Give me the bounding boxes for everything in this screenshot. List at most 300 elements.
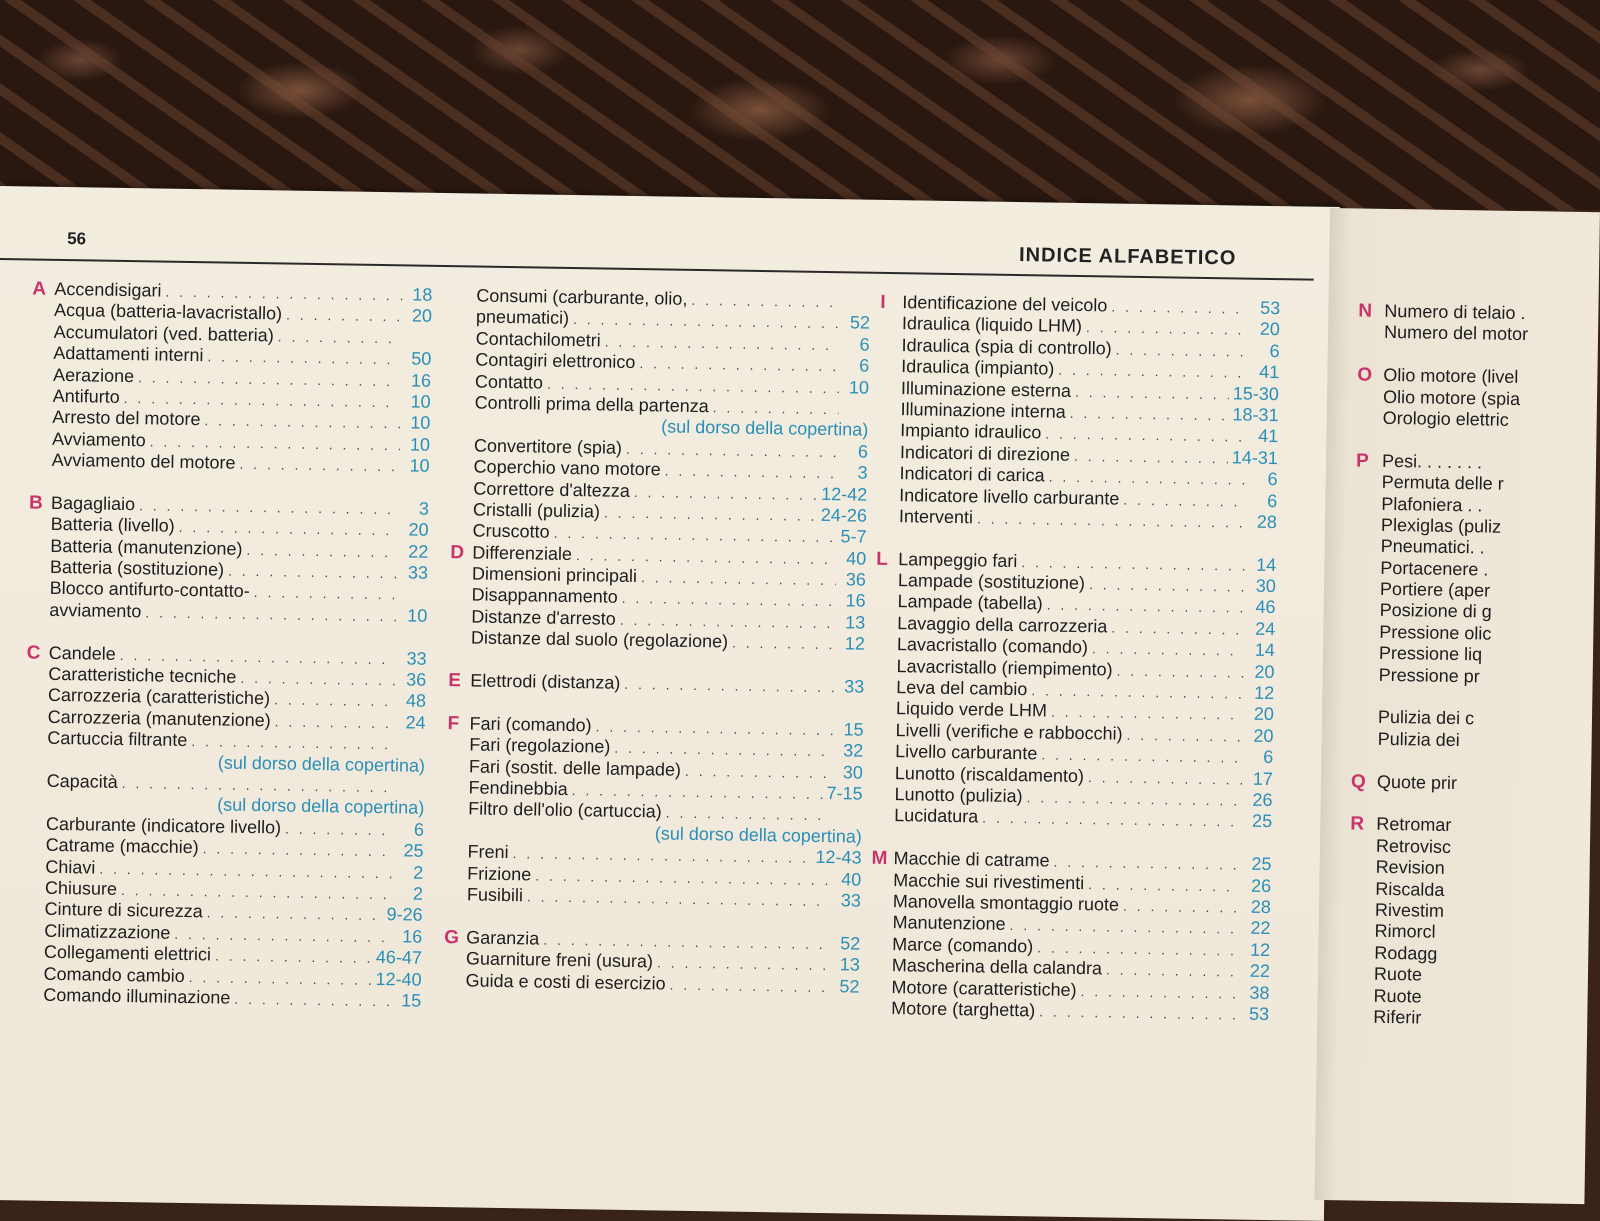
entry-label: Carburante (indicatore livello) bbox=[46, 814, 281, 839]
entry-page-ref: 6 bbox=[843, 355, 869, 376]
entry-label: Motore (caratteristiche) bbox=[891, 977, 1076, 1001]
section-letter: F bbox=[447, 713, 469, 735]
entry-label: Rimorcl bbox=[1374, 921, 1435, 943]
entry-label: Pressione olic bbox=[1379, 622, 1491, 645]
dot-leader bbox=[1089, 576, 1246, 594]
entry-page-ref: 48 bbox=[400, 691, 426, 712]
dot-leader bbox=[634, 484, 818, 503]
entry-label: Accumulatori (ved. batteria) bbox=[54, 322, 274, 346]
dot-leader bbox=[977, 510, 1247, 530]
entry-label: Fari (comando) bbox=[469, 713, 591, 736]
dot-leader bbox=[685, 762, 833, 780]
dot-leader bbox=[1049, 469, 1248, 488]
entry-page-ref: 46 bbox=[1249, 597, 1275, 618]
section-letter: B bbox=[29, 492, 51, 514]
dot-leader bbox=[657, 955, 830, 974]
entry-label: Numero del motor bbox=[1384, 322, 1528, 345]
entry-label: Cruscotto bbox=[472, 521, 549, 543]
dot-leader bbox=[204, 413, 400, 432]
entry-label: Chiavi bbox=[45, 856, 95, 878]
index-entry bbox=[1348, 921, 1518, 945]
spacer bbox=[1351, 750, 1521, 774]
section-letter: Q bbox=[1351, 771, 1377, 793]
entry-page-ref: 3 bbox=[403, 498, 429, 519]
entry-page-ref: 15 bbox=[837, 719, 863, 740]
page-title: INDICE ALFABETICO bbox=[1019, 244, 1237, 270]
section-letter: A bbox=[32, 279, 54, 301]
entry-label: Batteria (sostituzione) bbox=[50, 557, 224, 581]
entry-page-ref: 3 bbox=[841, 462, 867, 483]
entry-label: Carrozzeria (manutenzione) bbox=[47, 707, 270, 732]
index-entry bbox=[1348, 942, 1518, 966]
entry-page-ref: 30 bbox=[1250, 576, 1276, 597]
entry-page-ref: 2 bbox=[397, 862, 423, 883]
entry-page-ref: 32 bbox=[837, 740, 863, 761]
entry-page-ref: 13 bbox=[834, 954, 860, 975]
entry-label: Lampade (sostituzione) bbox=[898, 570, 1085, 594]
spacer bbox=[1352, 685, 1522, 709]
entry-page-ref: 25 bbox=[1245, 854, 1271, 875]
index-entry bbox=[1347, 985, 1517, 1009]
entry-label: Differenziale bbox=[472, 542, 572, 565]
index-entry bbox=[1357, 407, 1527, 431]
dot-leader bbox=[189, 969, 372, 988]
entry-label: Manovella smontaggio ruote bbox=[893, 891, 1119, 916]
dot-leader bbox=[1088, 876, 1241, 894]
left-page bbox=[0, 186, 1340, 1221]
section-letter: C bbox=[26, 642, 48, 664]
dot-leader bbox=[1058, 362, 1249, 381]
dot-leader bbox=[732, 635, 835, 653]
entry-label: Riscalda bbox=[1375, 878, 1444, 900]
dot-leader bbox=[240, 670, 396, 688]
section-letter: G bbox=[444, 927, 466, 949]
entry-page-ref: 7-15 bbox=[826, 783, 862, 805]
entry-page-ref: 30 bbox=[837, 762, 863, 783]
entry-page-ref: 6 bbox=[843, 334, 869, 355]
entry-page-ref: 38 bbox=[1243, 982, 1269, 1003]
index-entry bbox=[1355, 493, 1525, 517]
entry-label: Interventi bbox=[899, 506, 973, 528]
entry-label: Impianto idraulico bbox=[900, 421, 1041, 444]
dot-leader bbox=[982, 810, 1242, 830]
entry-page-ref: 6 bbox=[1253, 340, 1279, 361]
cover-note: (sul dorso della copertina) bbox=[446, 820, 862, 848]
dot-leader bbox=[207, 348, 401, 367]
entry-page-ref: 22 bbox=[1244, 918, 1270, 939]
section-letter: L bbox=[876, 548, 898, 570]
entry-label: Illuminazione interna bbox=[900, 399, 1065, 423]
entry-label: Capacità bbox=[46, 771, 117, 793]
dot-leader bbox=[596, 718, 834, 738]
entry-label: Lavacristallo (comando) bbox=[897, 634, 1088, 658]
entry-page-ref: 24 bbox=[1249, 619, 1275, 640]
entry-label: Contagiri elettronico bbox=[475, 350, 635, 374]
dot-leader bbox=[254, 585, 398, 603]
entry-label: Posizione di g bbox=[1380, 600, 1492, 623]
index-entry bbox=[1348, 963, 1518, 987]
entry-label: Retromar bbox=[1376, 814, 1451, 836]
dot-leader bbox=[1039, 1003, 1239, 1022]
entry-page-ref: 46-47 bbox=[376, 947, 422, 969]
index-entry bbox=[1356, 472, 1526, 496]
index-entry bbox=[1357, 365, 1527, 389]
cover-note: (sul dorso della copertina) bbox=[25, 749, 425, 777]
entry-page-ref: 36 bbox=[400, 669, 426, 690]
entry-label: avviamento bbox=[49, 600, 141, 622]
entry-label: Pesi. . . . . . . bbox=[1382, 451, 1482, 474]
dot-leader bbox=[1111, 619, 1245, 637]
dot-leader bbox=[239, 456, 399, 475]
entry-label: Batteria (manutenzione) bbox=[50, 536, 242, 560]
section-letter: P bbox=[1356, 450, 1382, 472]
entry-page-ref: 41 bbox=[1253, 362, 1279, 383]
entry-page-ref: 52 bbox=[844, 313, 870, 334]
entry-label: Retrovisc bbox=[1376, 836, 1451, 858]
dot-leader bbox=[120, 647, 397, 667]
entry-page-ref: 6 bbox=[1251, 490, 1277, 511]
entry-page-ref: 28 bbox=[1245, 897, 1271, 918]
entry-page-ref: 20 bbox=[1248, 704, 1274, 725]
dot-leader bbox=[121, 882, 393, 902]
index-entry bbox=[1354, 600, 1524, 624]
entry-page-ref: 14 bbox=[1250, 554, 1276, 575]
entry-label: Portiere (aper bbox=[1380, 579, 1490, 602]
entry-page-ref: 10 bbox=[404, 391, 430, 412]
entry-label: Dimensioni principali bbox=[472, 564, 637, 588]
entry-label: Distanze d'arresto bbox=[471, 606, 616, 629]
entry-label: Indicatori di carica bbox=[899, 463, 1044, 486]
entry-label: Indicatore livello carburante bbox=[899, 485, 1119, 509]
entry-label: Convertitore (spia) bbox=[474, 435, 622, 458]
dot-leader bbox=[1092, 640, 1245, 658]
entry-label: Consumi (carburante, olio, bbox=[476, 285, 687, 309]
entry-label: Collegamenti elettrici bbox=[44, 942, 211, 966]
dot-leader bbox=[547, 375, 839, 396]
dot-leader bbox=[191, 733, 395, 752]
index-entry bbox=[1349, 878, 1519, 902]
dot-leader bbox=[1080, 983, 1239, 1001]
dot-leader bbox=[138, 369, 401, 389]
entry-page-ref: 28 bbox=[1251, 512, 1277, 533]
entry-label: Avviamento del motore bbox=[52, 450, 236, 474]
entry-page-ref: 33 bbox=[838, 676, 864, 697]
entry-label: Candele bbox=[49, 642, 116, 664]
entry-label: Ruote bbox=[1373, 985, 1421, 1007]
section-letter: R bbox=[1350, 814, 1376, 836]
section-letter: O bbox=[1357, 365, 1383, 387]
entry-page-ref: 20 bbox=[402, 520, 428, 541]
entry-label: Fusibili bbox=[467, 884, 523, 906]
entry-label: Ruote bbox=[1374, 964, 1422, 986]
dot-leader bbox=[713, 399, 839, 417]
dot-leader bbox=[1126, 727, 1243, 745]
section-letter: M bbox=[871, 848, 893, 870]
dot-leader bbox=[527, 888, 831, 909]
entry-label: Filtro dell'olio (cartuccia) bbox=[468, 799, 662, 823]
entry-label: Fendinebbia bbox=[468, 777, 567, 800]
entry-label: Plafoniera . . bbox=[1381, 493, 1482, 516]
entry-label: Garanzia bbox=[466, 927, 539, 949]
entry-page-ref: 13 bbox=[839, 612, 865, 633]
index-entry bbox=[1354, 557, 1524, 581]
dot-leader bbox=[1116, 341, 1250, 359]
dot-leader bbox=[122, 775, 395, 795]
entry-label: Leva del cambio bbox=[896, 677, 1027, 700]
entry-label: Batteria (livello) bbox=[51, 514, 175, 537]
entry-page-ref: 36 bbox=[840, 569, 866, 590]
entry-page-ref: 15 bbox=[395, 990, 421, 1011]
section-letter: N bbox=[1358, 300, 1384, 322]
dot-leader bbox=[285, 820, 394, 838]
entry-label: Lucidatura bbox=[894, 805, 978, 827]
cover-note: (sul dorso della copertina) bbox=[24, 792, 424, 820]
dot-leader bbox=[1037, 939, 1240, 958]
entry-label: Liquido verde LHM bbox=[896, 699, 1047, 722]
dot-leader bbox=[139, 497, 399, 517]
dot-leader bbox=[1116, 662, 1244, 680]
dot-leader bbox=[1045, 426, 1248, 445]
entry-page-ref: 22 bbox=[402, 541, 428, 562]
entry-label: Distanze dal suolo (regolazione) bbox=[471, 628, 728, 653]
entry-page-ref: 18-31 bbox=[1232, 404, 1278, 426]
entry-page-ref: 33 bbox=[400, 648, 426, 669]
dot-leader bbox=[228, 563, 398, 582]
page-number: 56 bbox=[67, 229, 86, 249]
tooled-leather-background bbox=[0, 0, 1600, 210]
dot-leader bbox=[554, 525, 837, 545]
entry-label: Manutenzione bbox=[892, 912, 1005, 935]
dot-leader bbox=[1123, 898, 1241, 916]
index-entry bbox=[1349, 857, 1519, 881]
entry-label: Acqua (batteria-lavacristallo) bbox=[54, 300, 282, 325]
entry-page-ref: 22 bbox=[1244, 961, 1270, 982]
dot-leader bbox=[572, 782, 823, 802]
entry-page-ref: 6 bbox=[398, 819, 424, 840]
entry-page-ref: 52 bbox=[834, 933, 860, 954]
index-entry bbox=[1353, 664, 1523, 688]
entry-page-ref: 20 bbox=[1247, 725, 1273, 746]
entry-label: Blocco antifurto-contatto- bbox=[50, 578, 250, 602]
entry-label: Pneumatici. . bbox=[1381, 536, 1485, 559]
dot-leader bbox=[246, 542, 398, 560]
entry-label: Frizione bbox=[467, 863, 531, 885]
entry-page-ref: 6 bbox=[842, 441, 868, 462]
spacer bbox=[1358, 343, 1528, 367]
entry-label: Aerazione bbox=[53, 364, 134, 386]
entry-page-ref: 16 bbox=[396, 926, 422, 947]
entry-page-ref: 24-26 bbox=[821, 505, 867, 527]
entry-label: Olio motore (livel bbox=[1383, 365, 1518, 388]
index-entry bbox=[1354, 579, 1524, 603]
index-entry bbox=[1349, 899, 1519, 923]
entry-label: Lavacristallo (riempimento) bbox=[896, 656, 1112, 680]
entry-label: Plexiglas (puliz bbox=[1381, 515, 1501, 538]
entry-label: Arresto del motore bbox=[52, 407, 200, 430]
entry-label: Correttore d'altezza bbox=[473, 478, 630, 501]
entry-page-ref: 25 bbox=[1246, 811, 1272, 832]
section-letter: I bbox=[880, 292, 902, 314]
entry-label: Controlli prima della partenza bbox=[474, 392, 708, 417]
entry-label: Indicatori di direzione bbox=[900, 442, 1070, 466]
entry-label: Cinture di sicurezza bbox=[44, 899, 202, 922]
dot-leader bbox=[624, 676, 834, 695]
dot-leader bbox=[1088, 769, 1243, 787]
dot-leader bbox=[1041, 747, 1243, 766]
dot-leader bbox=[1074, 448, 1228, 466]
entry-label: Climatizzazione bbox=[44, 921, 170, 944]
entry-label: Fari (sostit. delle lampade) bbox=[469, 756, 681, 780]
dot-leader bbox=[639, 355, 839, 374]
entry-page-ref: 10 bbox=[401, 605, 427, 626]
entry-label: Pressione liq bbox=[1379, 643, 1482, 666]
entry-label: Permuta delle r bbox=[1382, 472, 1504, 495]
dot-leader bbox=[573, 311, 840, 331]
entry-label: Elettrodi (distanza) bbox=[470, 670, 620, 693]
entry-page-ref: 50 bbox=[405, 349, 431, 370]
dot-leader bbox=[691, 292, 840, 310]
entry-page-ref: 12 bbox=[1244, 939, 1270, 960]
dot-leader bbox=[641, 569, 836, 588]
entry-label: Antifurto bbox=[53, 386, 120, 408]
dot-leader bbox=[99, 860, 393, 881]
entry-page-ref: 5-7 bbox=[840, 527, 866, 548]
index-entry bbox=[1352, 707, 1522, 731]
entry-label: pneumatici) bbox=[476, 307, 569, 329]
entry-label: Livelli (verifiche e rabbocchi) bbox=[895, 720, 1122, 745]
entry-page-ref: 10 bbox=[404, 413, 430, 434]
dot-leader bbox=[605, 333, 840, 353]
index-entry bbox=[1356, 450, 1526, 474]
entry-label: Lunotto (riscaldamento) bbox=[895, 763, 1084, 787]
entry-page-ref: 33 bbox=[402, 562, 428, 583]
entry-label: Contachilometri bbox=[475, 328, 600, 351]
entry-page-ref: 20 bbox=[406, 306, 432, 327]
dot-leader bbox=[622, 590, 836, 609]
entry-page-ref: 16 bbox=[839, 591, 865, 612]
index-entry bbox=[1353, 643, 1523, 667]
entry-label: Comando cambio bbox=[43, 963, 184, 986]
entry-label: Riferir bbox=[1373, 1007, 1421, 1029]
entry-page-ref: 14-31 bbox=[1232, 447, 1278, 469]
entry-label: Carrozzeria (caratteristiche) bbox=[48, 685, 270, 709]
entry-label: Freni bbox=[467, 842, 508, 864]
entry-page-ref: 12-42 bbox=[821, 483, 867, 505]
entry-page-ref: 10 bbox=[404, 434, 430, 455]
dot-leader bbox=[1053, 854, 1241, 873]
entry-page-ref: 25 bbox=[397, 840, 423, 861]
entry-label: Identificazione del veicolo bbox=[902, 292, 1107, 316]
dot-leader bbox=[1051, 704, 1244, 723]
entry-label: Bagagliaio bbox=[51, 493, 135, 515]
entry-page-ref: 14 bbox=[1249, 640, 1275, 661]
entry-page-ref: 33 bbox=[835, 890, 861, 911]
entry-label: Olio motore (spia bbox=[1383, 386, 1520, 409]
entry-label: Idraulica (liquido LHM) bbox=[902, 314, 1082, 338]
entry-label: Macchie di catrame bbox=[893, 848, 1049, 871]
entry-label: Fari (regolazione) bbox=[469, 735, 610, 758]
entry-page-ref: 26 bbox=[1246, 790, 1272, 811]
dot-leader bbox=[1070, 405, 1229, 423]
index-column-3 bbox=[869, 292, 1280, 1025]
entry-label: Pulizia dei bbox=[1377, 729, 1459, 751]
dot-leader bbox=[145, 604, 397, 624]
dot-leader bbox=[174, 926, 392, 945]
dot-leader bbox=[278, 328, 402, 346]
entry-label: Avviamento bbox=[52, 429, 146, 451]
entry-page-ref: 17 bbox=[1247, 768, 1273, 789]
dot-leader bbox=[626, 441, 838, 460]
cover-note: (sul dorso della copertina) bbox=[452, 413, 868, 441]
entry-label: Rivestim bbox=[1375, 900, 1444, 922]
dot-leader bbox=[1106, 962, 1240, 980]
entry-label: Adattamenti interni bbox=[53, 343, 203, 366]
dot-leader bbox=[1021, 554, 1246, 574]
entry-label: Portacenere . bbox=[1380, 558, 1488, 581]
entry-page-ref: 20 bbox=[1248, 661, 1274, 682]
dot-leader bbox=[165, 284, 402, 304]
dot-leader bbox=[275, 713, 396, 731]
entry-page-ref: 6 bbox=[1251, 469, 1277, 490]
dot-leader bbox=[1026, 789, 1242, 808]
entry-label: Accendisigari bbox=[54, 279, 161, 302]
index-entry bbox=[1355, 536, 1525, 560]
entry-label: Livello carburante bbox=[895, 741, 1037, 764]
dot-leader bbox=[1075, 383, 1229, 401]
entry-label: Quote prir bbox=[1377, 771, 1457, 793]
entry-page-ref: 15-30 bbox=[1233, 383, 1279, 405]
entry-label: Numero di telaio . bbox=[1384, 301, 1525, 324]
index-entry bbox=[1353, 621, 1523, 645]
dot-leader bbox=[666, 805, 833, 824]
dot-leader bbox=[665, 463, 838, 482]
index-entry bbox=[1358, 322, 1528, 346]
entry-label: Disappannamento bbox=[471, 585, 617, 608]
index-entry bbox=[1357, 386, 1527, 410]
dot-leader bbox=[215, 948, 372, 966]
entry-page-ref: 18 bbox=[406, 284, 432, 305]
entry-label: Revision bbox=[1375, 857, 1444, 879]
dot-leader bbox=[150, 433, 401, 453]
section-letter: E bbox=[448, 670, 470, 692]
entry-label: Cartuccia filtrante bbox=[47, 728, 187, 751]
dot-leader bbox=[576, 547, 836, 567]
entry-label: Rodagg bbox=[1374, 943, 1437, 965]
entry-page-ref: 16 bbox=[405, 370, 431, 391]
entry-page-ref: 10 bbox=[843, 377, 869, 398]
entry-page-ref: 12-43 bbox=[815, 847, 861, 869]
entry-label: Lampeggio fari bbox=[898, 549, 1017, 572]
entry-label: Cristalli (pulizia) bbox=[473, 499, 600, 522]
entry-label: Guarniture freni (usura) bbox=[466, 949, 653, 973]
entry-page-ref: 12 bbox=[839, 633, 865, 654]
entry-page-ref: 20 bbox=[1254, 319, 1280, 340]
index-entry bbox=[1350, 814, 1520, 838]
entry-label: Lampade (tabella) bbox=[897, 592, 1042, 615]
dot-leader bbox=[512, 845, 811, 866]
index-entry bbox=[1347, 1006, 1517, 1030]
dot-leader bbox=[207, 905, 383, 924]
right-page bbox=[1314, 208, 1600, 1204]
entry-page-ref: 53 bbox=[1254, 298, 1280, 319]
entry-label: Chiusure bbox=[45, 878, 117, 900]
entry-page-ref: 40 bbox=[835, 869, 861, 890]
dot-leader bbox=[1047, 597, 1246, 616]
entry-page-ref: 52 bbox=[833, 976, 859, 997]
index-column-2 bbox=[443, 285, 870, 997]
dot-leader bbox=[535, 867, 831, 888]
spacer bbox=[1356, 429, 1526, 453]
